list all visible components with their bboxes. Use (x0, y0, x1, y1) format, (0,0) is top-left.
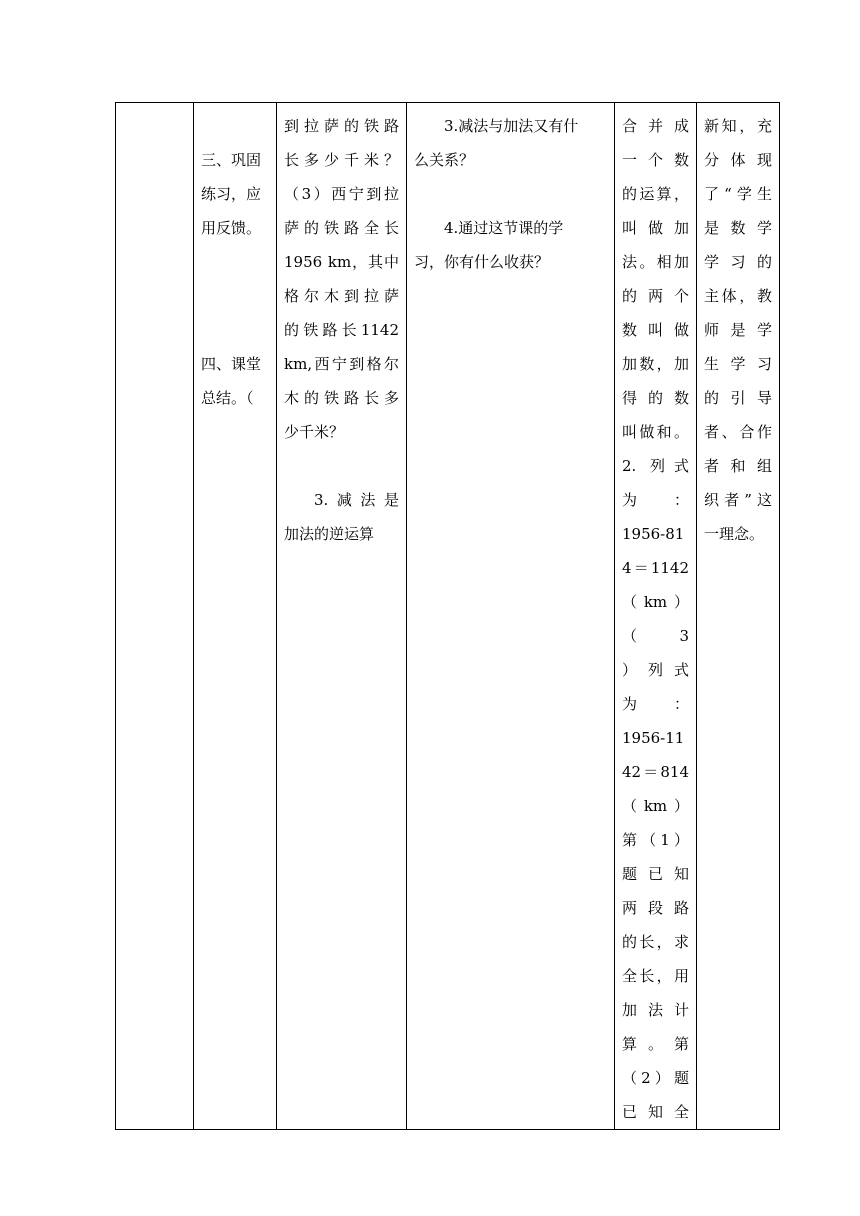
question-line: 习，你有什么收获？ (414, 253, 550, 271)
table-row (116, 103, 780, 1130)
empty-column-cell (116, 103, 194, 1130)
cell-line: 生学习 (704, 355, 772, 373)
cell-line: 4＝1142 (622, 559, 689, 577)
cell-line: 的长，求 (622, 933, 689, 951)
cell-line: 两段路 (622, 899, 689, 917)
cell-line: 了“学生 (704, 185, 772, 203)
cell-line: 叫做和。 (622, 423, 689, 441)
stage-cell (194, 103, 277, 1130)
stage-line: 总结。（ (201, 389, 254, 407)
content-line: 木的铁路长多 (284, 389, 399, 407)
cell-line: 主体，教 (704, 287, 772, 305)
content-cell (277, 103, 407, 1130)
cell-line: 全长，用 (622, 967, 689, 985)
cell-line: 42＝814 (622, 763, 689, 781)
cell-line: 师是学 (704, 321, 772, 339)
stage-line: 四、课堂 (201, 355, 262, 373)
cell-line: 者、合作 (704, 423, 772, 441)
stage-line: 练习，应 (201, 185, 262, 203)
stage-line: 用反馈。 (201, 219, 262, 237)
cell-line: 1956-81 (622, 525, 685, 543)
content-line: （3）西宁到拉 (284, 185, 399, 203)
content-line: 的铁路长1142 (284, 321, 399, 339)
question-line: 3.减法与加法又有什 (444, 117, 579, 135)
cell-line: （km） (622, 593, 689, 611)
question-line: 么关系？ (414, 151, 475, 169)
cell-line: （3 (622, 627, 689, 645)
note-line: 加法的逆运算 (284, 525, 375, 543)
cell-line: 1956-11 (622, 729, 685, 747)
cell-line: ）列式 (622, 661, 689, 679)
cell-line: 题已知 (622, 865, 689, 883)
cell-line: 为 ： (622, 491, 689, 509)
cell-line: 是数学 (704, 219, 772, 237)
cell-line: 第（1） (622, 831, 689, 849)
cell-line: 合并成 (622, 117, 689, 135)
content-line: 1956 km，其中 (284, 253, 399, 271)
content-line: 萨的铁路全长 (284, 219, 399, 237)
cell-line: 法。相加 (622, 253, 689, 271)
note-line: 3.减法是 (314, 491, 399, 509)
cell-line: 织者”这 (704, 491, 772, 509)
cell-line: （2）题 (622, 1069, 689, 1087)
cell-line: 的两个 (622, 287, 689, 305)
cell-line: 者和组 (704, 457, 772, 475)
lesson-plan-table (115, 102, 780, 1130)
content-line: 少千米？ (284, 423, 345, 441)
teacher-activity-cell (407, 103, 615, 1130)
cell-line: 新知，充 (704, 117, 772, 135)
cell-line: 得的数 (622, 389, 689, 407)
student-activity-cell (615, 103, 697, 1130)
cell-line: 一个数 (622, 151, 689, 169)
cell-line: 2. 列式 (622, 457, 689, 475)
cell-line: 分体现 (704, 151, 772, 169)
content-line: 长多少千米？ (284, 151, 399, 169)
cell-line: 学习的 (704, 253, 772, 271)
cell-line: 加法计 (622, 1001, 689, 1019)
cell-line: 加数，加 (622, 355, 689, 373)
cell-line: 已知全 (622, 1103, 689, 1121)
content-line: 格尔木到拉萨 (284, 287, 399, 305)
cell-line: 的引导 (704, 389, 772, 407)
stage-line: 三、巩固 (201, 151, 262, 169)
cell-line: 的运算， (622, 185, 689, 203)
content-line: km,西宁到格尔 (284, 355, 399, 373)
cell-line: 数叫做 (622, 321, 689, 339)
design-intent-cell (697, 103, 780, 1130)
cell-line: 一理念。 (704, 525, 765, 543)
cell-line: 算。第 (622, 1035, 689, 1053)
cell-line: 为 ： (622, 695, 689, 713)
cell-line: 叫做加 (622, 219, 689, 237)
question-line: 4.通过这节课的学 (444, 219, 564, 237)
cell-line: （km） (622, 797, 689, 815)
content-line: 到拉萨的铁路 (284, 117, 399, 135)
